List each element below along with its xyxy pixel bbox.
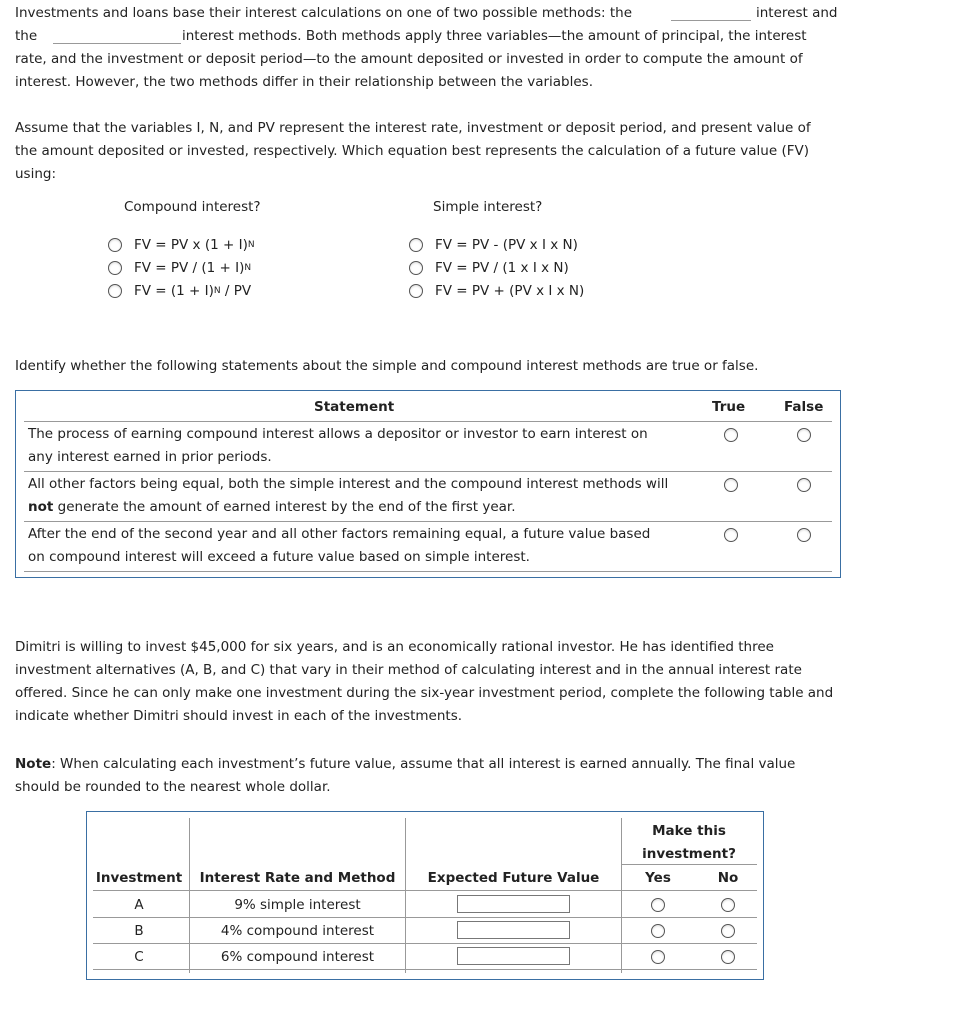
- yes-radio-b[interactable]: [651, 924, 665, 938]
- future-value-input-b[interactable]: [457, 921, 570, 939]
- radio-button[interactable]: [409, 284, 423, 298]
- simple-option-3[interactable]: FV = PV + (PV x I x N): [409, 280, 584, 302]
- divider: [93, 969, 757, 970]
- no-header: No: [717, 870, 739, 886]
- true-radio-2[interactable]: [724, 478, 738, 492]
- future-value-header: Expected Future Value: [427, 870, 600, 886]
- future-value-input-c[interactable]: [457, 947, 570, 965]
- rate-b: 4% compound interest: [220, 923, 375, 939]
- intro-text-1: Investments and loans base their interest calculations on one of two possible methods: the: [15, 5, 633, 21]
- divider: [93, 890, 757, 891]
- note-label: Note: [15, 756, 52, 772]
- rate-a: 9% simple interest: [234, 897, 361, 913]
- statement-row-2: All other factors being equal, both the simple interest and the compound interest methods will not generate the amount of earned interest by the end of the first year.: [28, 476, 669, 515]
- intro-text-2: interest and: [756, 5, 838, 21]
- statement-header: Statement: [314, 399, 395, 415]
- divider: [24, 571, 832, 572]
- intro-text-5: rate, and the investment or deposit period—to the amount deposited or invested in order to compute the amount of: [15, 51, 803, 67]
- rate-header: Interest Rate and Method: [199, 870, 396, 886]
- false-radio-1[interactable]: [797, 428, 811, 442]
- divider: [93, 917, 757, 918]
- investment-table: [86, 811, 764, 980]
- q3-text: Dimitri is willing to invest $45,000 for six years, and is an economically rational investor. He has identified three investment alternatives (A, B, and C) that vary in their method of calculating interest and in the annual interest rate offered. Since he can only make one investment during the six-year investment period, complete the following table and indicate whether Dimitri should invest in each of the investments.: [15, 639, 834, 724]
- statement-row-1: The process of earning compound interest allows a depositor or investor to earn interest on any interest earned in prior periods.: [28, 426, 648, 465]
- note: [15, 753, 837, 799]
- compound-option-3[interactable]: FV = (1 + I) N / PV: [108, 280, 251, 302]
- radio-button[interactable]: [409, 261, 423, 275]
- radio-button[interactable]: [108, 261, 122, 275]
- q1-text: Assume that the variables I, N, and PV represent the interest rate, investment or deposit period, and present value of the amount deposited or invested, respectively. Which equation best represents the calculation of a future value (FV) using:: [15, 120, 811, 182]
- radio-button[interactable]: [409, 238, 423, 252]
- future-value-input-a[interactable]: [457, 895, 570, 913]
- blank-field-2[interactable]: [53, 29, 181, 44]
- true-radio-1[interactable]: [724, 428, 738, 442]
- divider: [24, 471, 832, 472]
- investment-label-a: A: [134, 897, 144, 913]
- divider: [405, 818, 406, 973]
- radio-button[interactable]: [108, 238, 122, 252]
- false-radio-2[interactable]: [797, 478, 811, 492]
- note-text: : When calculating each investment’s future value, assume that all interest is earned annually. The final value should be rounded to the nearest whole dollar.: [15, 756, 796, 795]
- simple-option-1[interactable]: FV = PV - (PV x I x N): [409, 234, 578, 256]
- divider: [24, 521, 832, 522]
- false-header: False: [784, 399, 824, 415]
- q2-text: Identify whether the following statements about the simple and compound interest methods are true or false.: [15, 358, 759, 374]
- intro-text-4: interest methods. Both methods apply three variables—the amount of principal, the interest: [182, 28, 807, 44]
- radio-button[interactable]: [108, 284, 122, 298]
- intro-text-3: the: [15, 28, 38, 44]
- investment-label-b: B: [134, 923, 144, 939]
- compound-option-2[interactable]: FV = PV / (1 + I) N: [108, 257, 251, 279]
- no-radio-c[interactable]: [721, 950, 735, 964]
- yes-radio-a[interactable]: [651, 898, 665, 912]
- divider: [93, 943, 757, 944]
- statement-row-3: After the end of the second year and all other factors remaining equal, a future value based on compound interest will exceed a future value based on simple interest.: [28, 526, 651, 565]
- intro-paragraph: [15, 2, 845, 94]
- statement-table: [15, 390, 841, 578]
- compound-option-1[interactable]: FV = PV x (1 + I) N: [108, 234, 255, 256]
- blank-field-1[interactable]: [671, 6, 751, 21]
- divider: [24, 421, 832, 422]
- no-radio-a[interactable]: [721, 898, 735, 912]
- simple-header: Simple interest?: [433, 199, 543, 215]
- true-header: True: [712, 399, 746, 415]
- true-radio-3[interactable]: [724, 528, 738, 542]
- no-radio-b[interactable]: [721, 924, 735, 938]
- compound-header: Compound interest?: [124, 199, 261, 215]
- intro-text-6: interest. However, the two methods differ in their relationship between the variables.: [15, 74, 594, 90]
- yes-header: Yes: [645, 870, 671, 886]
- investment-label-c: C: [134, 949, 144, 965]
- yes-radio-c[interactable]: [651, 950, 665, 964]
- investment-header: Investment: [95, 870, 183, 886]
- rate-c: 6% compound interest: [220, 949, 375, 965]
- simple-option-2[interactable]: FV = PV / (1 x I x N): [409, 257, 569, 279]
- false-radio-3[interactable]: [797, 528, 811, 542]
- make-investment-header: Make this investment?: [642, 823, 736, 862]
